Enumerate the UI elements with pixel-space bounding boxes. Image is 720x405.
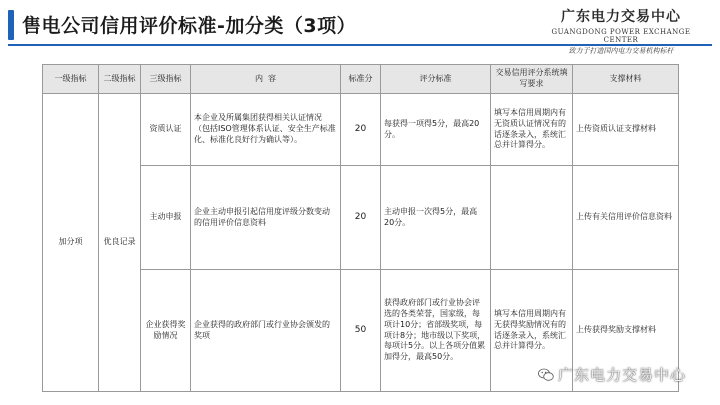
criteria-cell: 每获得一项得5分，最高20分。 — [381, 94, 491, 166]
watermark — [538, 364, 686, 385]
content-cell: 企业获得的政府部门或行业协会颁发的奖项 — [191, 270, 341, 392]
criteria-cell: 获得政府部门或行业协会评选的各类荣誉，国家级，每项计10分；省部级奖项，每项计8分；地市级以下奖项，每项计5分。以上各项分值累加得分，最高50分。 — [381, 270, 491, 392]
level3-cell: 主动申报 — [141, 166, 191, 270]
criteria-cell: 主动申报一次得5分，最高20分。 — [381, 166, 491, 270]
header-system-req: 交易信用评分系统填写要求 — [491, 65, 573, 94]
wechat-icon — [538, 368, 554, 382]
criteria-table-container — [42, 64, 678, 388]
criteria-table — [42, 64, 679, 392]
materials-cell: 上传有关信用评价信息资料 — [573, 166, 679, 270]
materials-cell: 上传资质认证支撑材料 — [573, 94, 679, 166]
brand-name: 广东电力交易中心 — [561, 9, 681, 25]
content-cell: 本企业及所属集团获得相关认证情况（包括ISO管理体系认证、安全生产标准化、标准化良好行为确认等）。 — [191, 94, 341, 166]
system-req-cell — [491, 166, 573, 270]
header-level3: 三级指标 — [141, 65, 191, 94]
header-level1: 一级指标 — [43, 65, 99, 94]
brand-block — [536, 6, 706, 56]
level3-cell: 企业获得奖励情况 — [141, 270, 191, 392]
title-accent-bar — [8, 10, 14, 40]
brand-slogan: 致力于打造国内电力交易机构标杆 — [568, 47, 674, 55]
score-cell: 20 — [341, 94, 381, 166]
content-cell: 企业主动申报引起信用度评级分数变动的信用评价信息资料 — [191, 166, 341, 270]
system-req-cell: 填写本信用周期内有无资质认证情况有的话逐条录入，系统汇总并计算得分。 — [491, 94, 573, 166]
materials-cell: 上传获得奖励支撑材料 — [573, 270, 679, 392]
header-criteria: 评分标准 — [381, 65, 491, 94]
level3-cell: 资质认证 — [141, 94, 191, 166]
score-cell: 50 — [341, 270, 381, 392]
score-cell: 20 — [341, 166, 381, 270]
level2-cell: 优良记录 — [99, 94, 141, 392]
header-materials: 支撑材料 — [573, 65, 679, 94]
header-content: 内 容 — [191, 65, 341, 94]
table-header-row — [43, 65, 679, 94]
page-title: 售电公司信用评价标准-加分类（3项） — [22, 15, 357, 37]
header-score: 标准分 — [341, 65, 381, 94]
table-row — [43, 94, 679, 166]
header-level2: 二级指标 — [99, 65, 141, 94]
level1-cell: 加分项 — [43, 94, 99, 392]
brand-name-english: GUANGDONG POWER EXCHANGE CENTER — [551, 28, 691, 44]
watermark-text: 广东电力交易中心 — [557, 366, 686, 384]
system-req-cell: 填写本信用周期内有无获得奖励情况有的话逐条录入，系统汇总并计算得分。 — [491, 270, 573, 392]
